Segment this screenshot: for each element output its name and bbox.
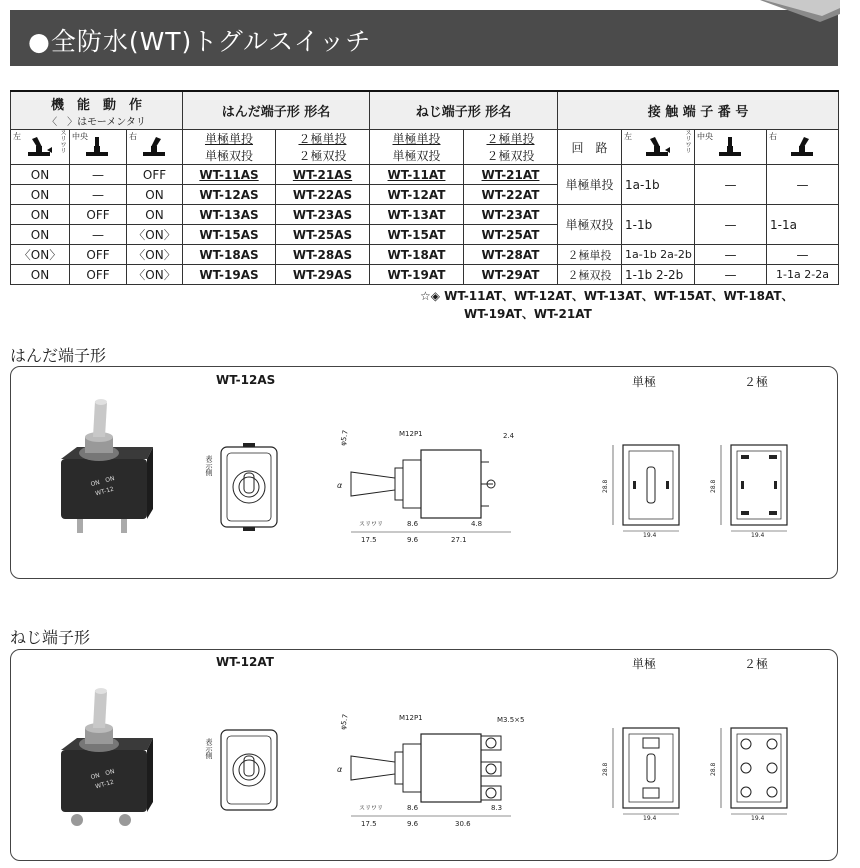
solder-double-type: ２極単投 ２極双投 [276,130,370,165]
solder-drawing-box [10,366,838,579]
svg-text:28.8: 28.8 [710,762,717,776]
solder-side-view [331,422,531,552]
svg-text:WT-12: WT-12 [94,778,115,791]
screw-model: WT-12AT [216,655,274,669]
svg-text:30.6: 30.6 [455,820,471,828]
pos-left-cell: 左 スリワリ [11,130,70,165]
svg-text:17.5: 17.5 [361,536,377,544]
page-title: ●全防水(WT)トグルスイッチ [28,27,372,56]
contact-center-cell: 中央 [695,130,767,165]
solder-front-view [201,437,301,537]
solder-double-bottom-view [711,437,797,537]
svg-text:α: α [337,765,343,774]
svg-text:2.4: 2.4 [503,432,515,440]
svg-text:M12P1: M12P1 [399,430,423,438]
approval-note: ☆◈ WT-11AT、WT-12AT、WT-13AT、WT-15AT、WT-18AT、 WT-19AT、WT-21AT [420,289,794,321]
svg-text:α: α [337,481,343,490]
svg-text:4.8: 4.8 [471,520,483,528]
toggle-left-icon [23,134,57,158]
screw-header: ねじ端子形 形名 [370,91,558,130]
solder-section-heading: はんだ端子形 [10,346,107,365]
toggle-left-icon [641,134,675,158]
svg-text:表示側: 表示側 [205,455,213,476]
contact-header: 接 触 端 子 番 号 [558,91,839,130]
solder-switch-photo [47,397,157,537]
svg-text:スリワリ: スリワリ [359,521,384,528]
svg-text:19.4: 19.4 [643,815,657,822]
screw-drawing-box [10,649,838,861]
screw-double-type: ２極単投 ２極双投 [464,130,558,165]
svg-text:8.3: 8.3 [491,804,503,812]
svg-text:表示側: 表示側 [205,738,213,759]
svg-text:19.4: 19.4 [643,532,657,539]
svg-text:28.8: 28.8 [710,479,717,493]
svg-text:27.1: 27.1 [451,536,467,544]
svg-text:φ5.7: φ5.7 [339,713,350,731]
solder-single-bottom-view [603,437,689,537]
func-header: 機 能 動 作 〈 〉はモーメンタリ [11,91,183,130]
spec-table [10,90,839,285]
pos-right-cell: 右 [127,130,183,165]
svg-text:28.8: 28.8 [602,762,609,776]
svg-text:17.5: 17.5 [361,820,377,828]
screw-single-type: 単極単投 単極双投 [370,130,464,165]
svg-text:M12P1: M12P1 [399,714,423,722]
svg-text:M3.5×5: M3.5×5 [497,716,525,724]
solder-single-pole-label: 単極 [632,375,657,389]
screw-single-pole-label: 単極 [632,657,657,671]
screw-switch-photo [47,684,157,834]
svg-text:19.4: 19.4 [751,532,765,539]
screw-front-view [201,720,301,820]
svg-text:8.6: 8.6 [407,804,419,812]
table-row: ON OFF 〈ON〉 WT-19AS WT-29AS WT-19AT WT-29AT ２極双投 1-1b 2-2b — 1-1a 2-2a [11,265,839,285]
table-row: 〈ON〉 OFF 〈ON〉 WT-18AS WT-28AS WT-18AT WT-28AT ２極単投 1a-1b 2a-2b — — [11,245,839,265]
screw-double-pole-label: ２極 [744,657,769,671]
table-row: ON OFF ON WT-13AS WT-23AS WT-13AT WT-23AT 単極双投 1-1b — 1-1a [11,205,839,225]
screw-side-view [331,710,531,835]
screw-section-heading: ねじ端子形 [10,628,91,647]
svg-text:19.4: 19.4 [751,815,765,822]
solder-model: WT-12AS [216,373,276,387]
table-row: ON — 〈ON〉 WT-15AS WT-25AS WT-15AT WT-25AT [11,225,839,245]
toggle-right-icon [138,134,172,158]
solder-single-type: 単極単投 単極双投 [183,130,276,165]
contact-left-cell: 左 スリワリ [622,130,695,165]
table-row: ON — ON WT-12AS WT-22AS WT-12AT WT-22AT [11,185,839,205]
circuit-label: 回 路 [558,130,622,165]
svg-text:8.6: 8.6 [407,520,419,528]
solder-double-pole-label: ２極 [744,375,769,389]
svg-text:ON ON: ON ON [89,768,116,782]
svg-text:スリワリ: スリワリ [359,805,384,812]
solder-header: はんだ端子形 形名 [183,91,370,130]
screw-double-bottom-view [711,720,797,820]
svg-text:WT-12: WT-12 [94,485,115,498]
toggle-center-icon [714,134,748,158]
contact-right-cell: 右 [767,130,839,165]
svg-text:28.8: 28.8 [602,479,609,493]
svg-text:ON ON: ON ON [89,475,116,489]
corner-decoration [750,0,840,22]
toggle-right-icon [786,134,820,158]
svg-text:9.6: 9.6 [407,820,419,828]
pos-center-cell: 中央 [70,130,127,165]
svg-text:φ5.7: φ5.7 [339,429,350,447]
svg-text:9.6: 9.6 [407,536,419,544]
table-row: ON — OFF WT-11AS WT-21AS WT-11AT WT-21AT 単極単投 1a-1b — — [11,165,839,185]
title-banner [10,10,838,66]
screw-single-bottom-view [603,720,689,820]
